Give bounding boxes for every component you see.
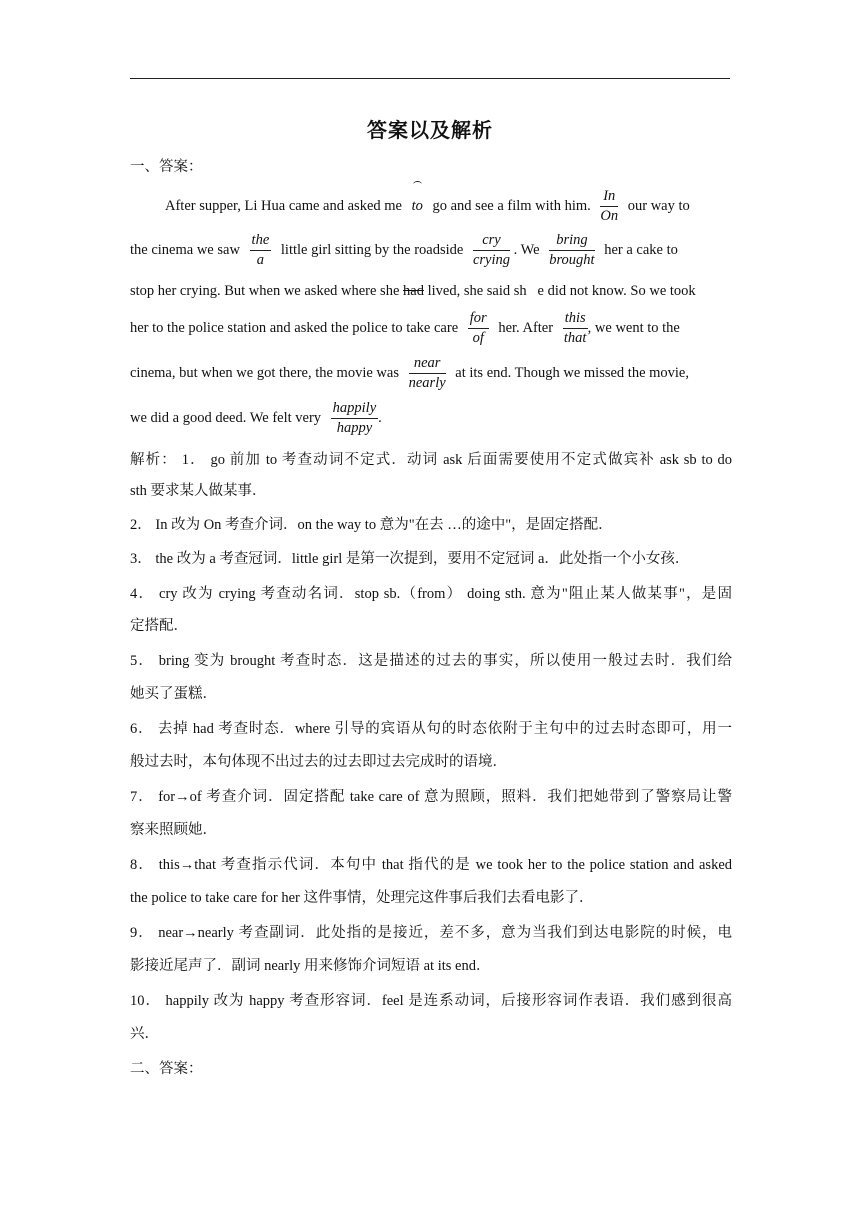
- explanation-line: 解析： 1． go 前加 to 考查动词不定式．动词 ask 后面需要使用不定式做宾补 ask sb to do: [130, 452, 732, 468]
- explanation-line: 10． happily 改为 happy 考查形容词．feel 是连系动词，后接形容词作表语．我们感到很高: [130, 993, 732, 1009]
- explanation-line: 影接近尾声了．副词 nearly 用来修饰介词短语 at its end．: [130, 958, 491, 974]
- header-rule: [130, 78, 730, 79]
- correction-8: $\frac{\text{this}}{\text{that}}$: [563, 310, 587, 347]
- passage-line-2: the cinema we saw $\frac{\text{the}}{a}$ little girl sitting by the roadside $\frac{\text{cry}}{\text{crying}}$ . We $\frac{\text{bring}}{\text{brought}}$ her a cake to: [130, 232, 678, 269]
- explanation-line: 5． bring 变为 brought 考查时态．这是描述的过去的事实，所以使用一般过去时．我们给: [130, 653, 732, 669]
- passage-line-1: After supper, Li Hua came and asked me to go and see a film with him. $\frac{In}{On}$ our way to: [165, 186, 732, 226]
- page-title: 答案以及解析: [367, 118, 493, 142]
- correction-3: $\frac{\text{the}}{a}$: [251, 232, 270, 269]
- explanation-line: sth 要求某人做某事．: [130, 483, 267, 499]
- insert-mark-to: to: [412, 186, 423, 226]
- correction-7: $\frac{\text{for}}{of}$: [469, 310, 487, 347]
- explanation-line: 般过去时，本句体现不出过去的过去即过去完成时的语境．: [130, 754, 507, 770]
- section-1-label: 一、答案：: [130, 159, 203, 175]
- explanation-line: 她买了蛋糕．: [130, 686, 217, 702]
- passage-line-5: cinema, but when we got there, the movie was $\frac{\text{near}}{\text{nearly}}$ at its end. Though we missed the movie,: [130, 355, 689, 392]
- explanation-line: 察来照顾她．: [130, 822, 217, 838]
- explanation-line: 定搭配．: [130, 618, 188, 634]
- explanation-line: 9． near→nearly 考查副词．此处指的是接近，差不多，意为当我们到达电影院的时候，电: [130, 925, 732, 941]
- passage-line-3: stop her crying. But when we asked where she had lived, she said sh e did not know. So we took: [130, 283, 696, 299]
- correction-2: $\frac{In}{On}$: [600, 188, 619, 225]
- explanation-line: 7． for→of 考查介词．固定搭配 take care of 意为照顾，照料．我们把她带到了警察局让警: [130, 789, 732, 805]
- explanation-line: 8． this→that 考查指示代词．本句中 that 指代的是 we took her to the police station and asked: [130, 857, 732, 873]
- correction-10: $\frac{\text{happily}}{\text{happy}}$: [332, 400, 377, 437]
- passage-line-4: her to the police station and asked the police to take care $\frac{\text{for}}{of}$ her. After $\frac{\text{this}}{\text{that}}$ , we went to the: [130, 310, 680, 347]
- explanation-line: 兴．: [130, 1026, 159, 1042]
- explanation-line: 4． cry 改为 crying 考查动名词．stop sb.（from） doing sth. 意为"阻止某人做某事"，是固: [130, 586, 732, 602]
- explanation-line: 3． the 改为 a 考查冠词．little girl 是第一次提到，要用不定冠词 a．此处指一个小女孩．: [130, 551, 690, 567]
- passage-line-6: we did a good deed. We felt very $\frac{\text{happily}}{\text{happy}}$ .: [130, 400, 382, 437]
- correction-4: $\frac{\text{cry}}{\text{crying}}$: [472, 232, 510, 269]
- struck-word-had: had: [403, 283, 424, 299]
- correction-9: $\frac{\text{near}}{\text{nearly}}$: [408, 355, 446, 392]
- correction-5: $\frac{\text{bring}}{\text{brought}}$: [549, 232, 595, 269]
- explanation-line: 6． 去掉 had 考查时态．where 引导的宾语从句的时态依附于主句中的过去时态即可，用一: [130, 721, 732, 737]
- section-2-label: 二、答案：: [130, 1061, 203, 1077]
- explanation-line: the police to take care for her 这件事情，处理完这件事后我们去看电影了．: [130, 890, 594, 906]
- explanation-line: 2． In 改为 On 考查介词．on the way to 意为"在去 …的途中"，是固定搭配．: [130, 517, 613, 533]
